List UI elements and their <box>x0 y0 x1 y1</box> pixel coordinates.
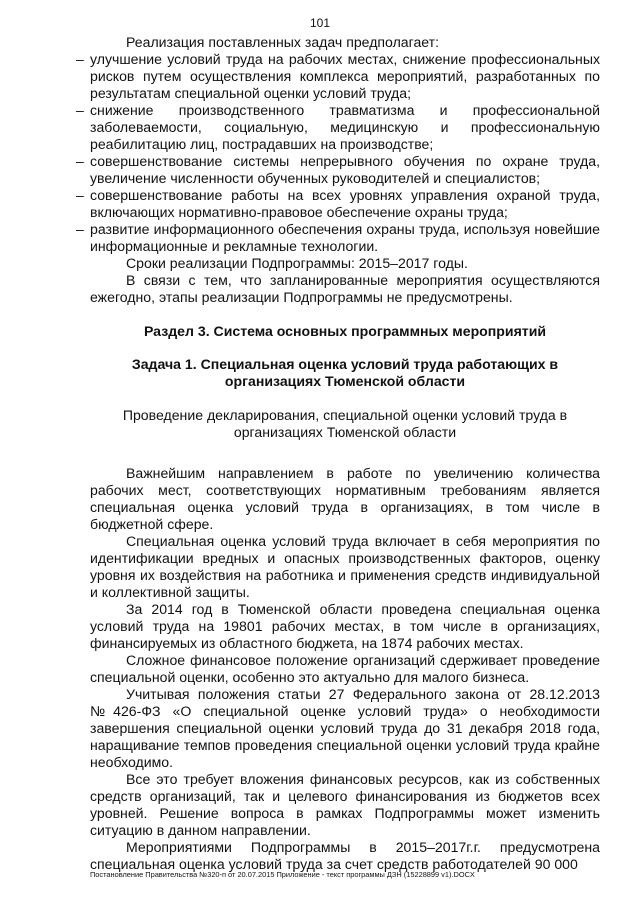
body-paragraph: Важнейшим направлением в работе по увеличению количества рабочих мест, соответствующих нормативным требованиям является специальная оценка условий труда в организациях, в том числе в бюджетной сфере. <box>90 465 600 532</box>
body-paragraph: Сложное финансовое положение организаций сдерживает проведение специальной оценки, особенно это актуально для малого бизнеса. <box>90 652 600 685</box>
body-paragraph: Все это требует вложения финансовых ресурсов, как из собственных средств организаций, так и целевого финансирования из бюджетов всех уровней. Решение вопроса в рамках Подпрограммы может изменить ситуацию в данном направлении. <box>90 771 600 838</box>
task-list <box>90 51 600 255</box>
list-item: – снижение производственного травматизма и профессиональной заболеваемости, социальную, медицинскую и профессиональную реабилитацию лиц, пострадавших на производстве; <box>90 102 600 153</box>
task-heading: Задача 1. Специальная оценка условий труда работающих в организациях Тюменской области <box>131 356 559 389</box>
intro-text: Реализация поставленных задач предполагает: <box>126 34 440 50</box>
body-paragraph: Учитывая положения статьи 27 Федерального закона от 28.12.2013 №426-ФЗ «О специальной оценке условий труда» о необходимости завершения специальной оценки условий труда до 31 декабря 2018 года, наращивание темпов проведения специальной оценки условий труда крайне необходимо. <box>90 686 600 770</box>
list-item: – улучшение условий труда на рабочих местах, снижение профессиональных рисков путем осуществления комплекса мероприятий, разработанных по результатам специальной оценки условий труда; <box>90 51 600 102</box>
section-heading: Раздел 3. Система основных программных мероприятий <box>143 323 547 339</box>
list-item: – развитие информационного обеспечения охраны труда, используя новейшие информационные и рекламные технологии. <box>90 221 600 255</box>
list-item: – совершенствование системы непрерывного обучения по охране труда, увеличение численности обученных руководителей и специалистов; <box>90 153 600 187</box>
list-item: – совершенствование работы на всех уровнях управления охраной труда, включающих нормативно-правовое обеспечение охраны труда; <box>90 187 600 221</box>
page-content <box>90 34 600 873</box>
terms-paragraph: Сроки реализации Подпрограммы: 2015–2017 годы. <box>126 255 468 271</box>
body-paragraph: За 2014 год в Тюменской области проведена специальная оценка условий труда на 19801 рабочих местах, в том числе в организациях, финансируемых из областного бюджета, на 1874 рабочих местах. <box>90 601 600 651</box>
body-paragraph: Специальная оценка условий труда включает в себя мероприятия по идентификации вредных и опасных производственных факторов, оценку уровня их воздействия на работника и применения средств индивидуальной и коллективной защиты. <box>90 533 600 600</box>
document-footer: Постановление Правительства №320-п от 20.07.2015 Приложение - текст программы ДЗН (15228899 v1).DOCX <box>90 870 475 879</box>
stages-paragraph: В связи с тем, что запланированные мероприятия осуществляются ежегодно, этапы реализации Подпрограммы не предусмотрены. <box>90 272 600 305</box>
page-number: 101 <box>309 16 331 30</box>
body-paragraph: Мероприятиями Подпрограммы в 2015–2017г.г. предусмотрена специальная оценка условий труда за счет средств работодателей 90 000 <box>90 839 600 872</box>
subheading: Проведение декларирования, специальной оценки условий труда в организациях Тюменской области <box>122 407 568 440</box>
